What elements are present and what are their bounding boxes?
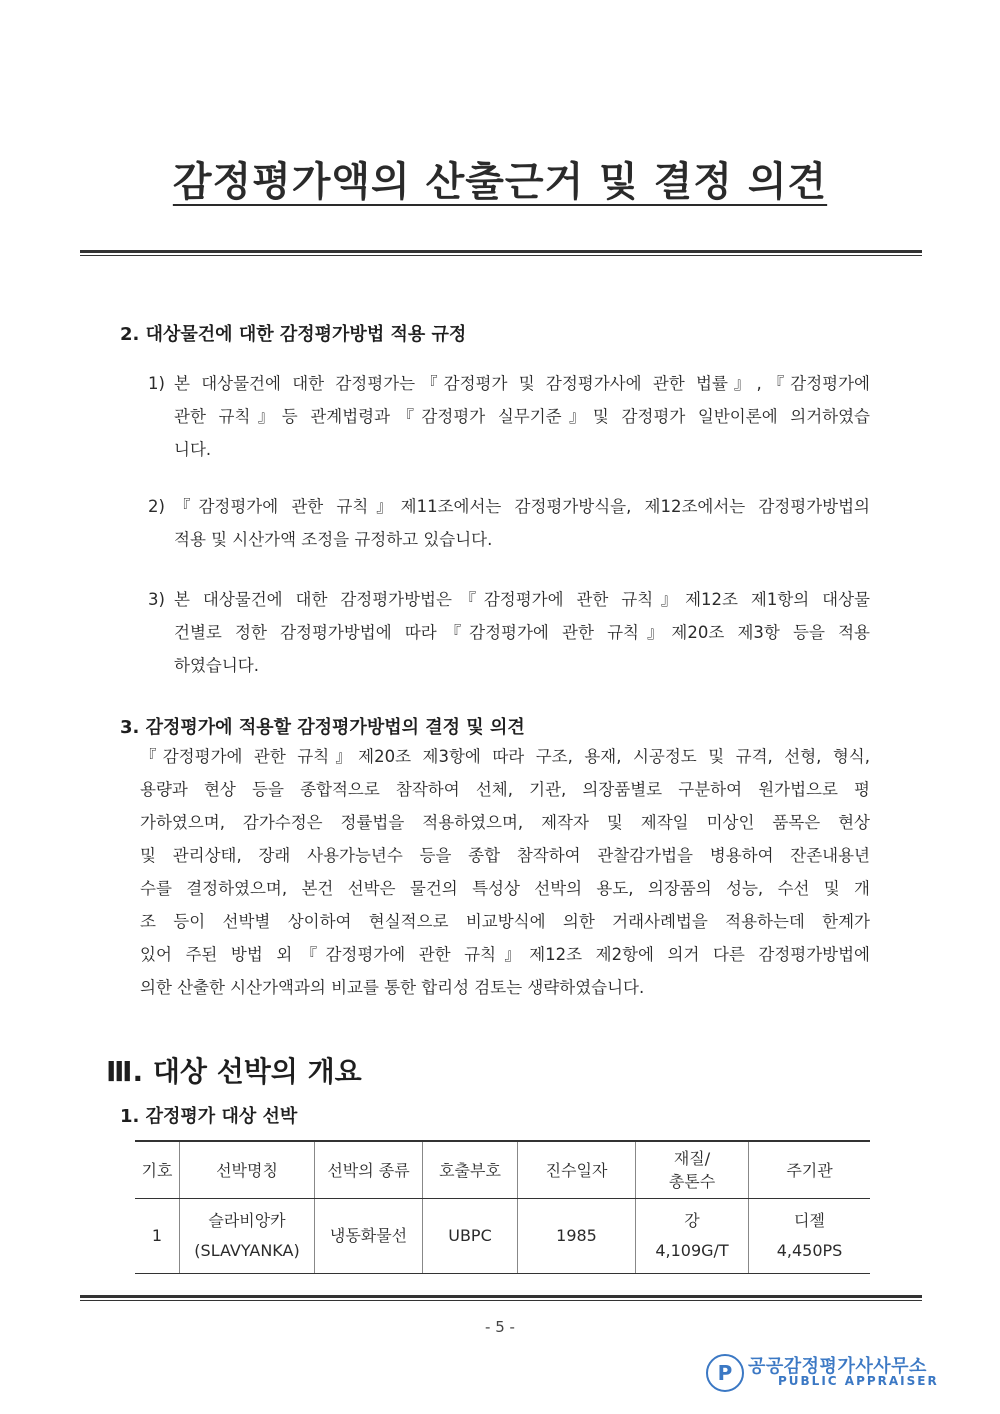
header-call-sign: 호출부호 [423, 1141, 518, 1199]
logo-name-en: PUBLIC APPRAISER [778, 1374, 939, 1388]
header-ship-type: 선박의 종류 [315, 1141, 423, 1199]
item-line: 건별로 정한 감정평가방법에 따라『감정평가에 관한 규칙』제20조 제3항 등을 적용 [174, 623, 870, 642]
document-title: 감정평가액의 산출근거 및 결정 의견 [172, 159, 828, 205]
section-2-item-2 [148, 490, 870, 556]
cell-no: 1 [135, 1199, 180, 1274]
table-row [135, 1199, 870, 1274]
paragraph-line: 가하였으며, 감가수정은 정률법을 적용하였으며, 제작자 및 제작일 미상인 품목은 현상 [140, 813, 870, 832]
paragraph-line: 및 관리상태, 장래 사용가능년수 등을 종합 참작하여 관찰감가법을 병용하여 잔존내용년 [140, 846, 870, 865]
paragraph-line: 『감정평가에 관한 규칙』제20조 제3항에 따라 구조, 용재, 시공정도 및 규격, 선형, 형식, [140, 747, 870, 766]
cell-ship-type: 냉동화물선 [315, 1199, 423, 1274]
section-3-paragraph [140, 740, 870, 1004]
paragraph-line: 용량과 현상 등을 종합적으로 참작하여 선체, 기관, 의장품별로 구분하여 원가법으로 평 [140, 780, 870, 799]
item-line: 『감정평가에 관한 규칙』제11조에서는 감정평가방식을, 제12조에서는 감정평가방법의 [174, 497, 870, 516]
header-material-tonnage: 재질/ 총톤수 [636, 1141, 749, 1199]
paragraph-line: 의한 산출한 시산가액과의 비교를 통한 합리성 검토는 생략하였습니다. [140, 978, 645, 997]
part-3-heading: Ⅲ. 대상 선박의 개요 [106, 1055, 362, 1088]
header-no: 기호 [135, 1141, 180, 1199]
item-line: 관한 규칙』등 관계법령과『감정평가 실무기준』및 감정평가 일반이론에 의거하였습 [174, 407, 870, 426]
section-2-item-1 [148, 367, 870, 466]
cell-ship-name: 슬라비앙카 (SLAVYANKA) [180, 1199, 315, 1274]
paragraph-line: 있어 주된 방법 외『감정평가에 관한 규칙』제12조 제2항에 의거 다른 감정평가방법에 [140, 945, 870, 964]
logo-mark-icon: P [706, 1354, 744, 1392]
section-3-heading: 3. 감정평가에 적용할 감정평가방법의 결정 및 의견 [120, 717, 525, 738]
cell-launch-date: 1985 [518, 1199, 636, 1274]
paragraph-line: 조 등이 선박별 상이하여 현실적으로 비교방식에 의한 거래사례법을 적용하는데 한계가 [140, 912, 870, 931]
section-2-heading: 2. 대상물건에 대한 감정평가방법 적용 규정 [120, 324, 467, 345]
item-number: 1) [148, 374, 165, 393]
cell-call-sign: UBPC [423, 1199, 518, 1274]
cell-material-tonnage: 강 4,109G/T [636, 1199, 749, 1274]
item-line: 본 대상물건에 대한 감정평가방법은『감정평가에 관한 규칙』제12조 제1항의 대상물 [174, 590, 870, 609]
page-number: - 5 - [485, 1318, 515, 1336]
logo-name-ko: 공공감정평가사사무소 [748, 1356, 927, 1377]
header-launch-date: 진수일자 [518, 1141, 636, 1199]
paragraph-line: 수를 결정하였으며, 본건 선박은 물건의 특성상 선박의 용도, 의장품의 성능, 수선 및 개 [140, 879, 870, 898]
header-main-engine: 주기관 [749, 1141, 871, 1199]
item-line: 하였습니다. [174, 656, 259, 675]
item-line: 니다. [174, 440, 212, 459]
section-2-item-3 [148, 583, 870, 682]
item-line: 본 대상물건에 대한 감정평가는『감정평가 및 감정평가사에 관한 법률』,『감정평가에 [174, 374, 870, 393]
item-number: 2) [148, 497, 165, 516]
title-divider [80, 250, 922, 256]
table-header-row [135, 1141, 870, 1199]
ship-table [135, 1140, 870, 1274]
item-number: 3) [148, 590, 165, 609]
cell-main-engine: 디젤 4,450PS [749, 1199, 871, 1274]
item-line: 적용 및 시산가액 조정을 규정하고 있습니다. [174, 530, 493, 549]
ship-subheading: 1. 감정평가 대상 선박 [120, 1106, 298, 1127]
header-ship-name: 선박명칭 [180, 1141, 315, 1199]
company-logo [706, 1352, 946, 1392]
footer-divider [80, 1295, 922, 1301]
